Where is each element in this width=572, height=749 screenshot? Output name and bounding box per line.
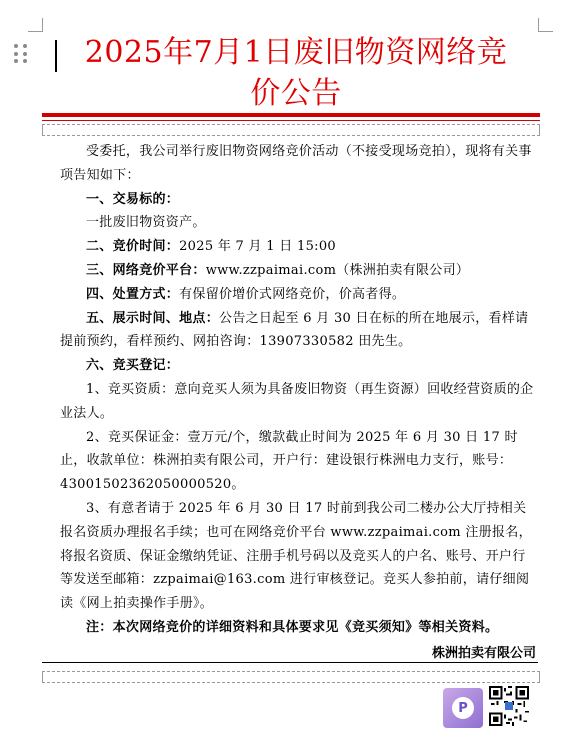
- intro-paragraph: 受委托，我公司举行废旧物资网络竞价活动（不接受现场竞拍），现将有关事项告知如下：: [60, 144, 532, 183]
- crop-mark: [28, 31, 42, 32]
- section-6-item-2: 2、竞买保证金：壹万元/个，缴款截止时间为 2025 年 6 月 30 日 17 时止，收款单位：株洲拍卖有限公司，开户行：建设银行株洲电力支行，账号：43001502362050000520。: [60, 429, 518, 493]
- section-5-heading: 五、展示时间、地点：: [86, 310, 220, 326]
- page-title[interactable]: [46, 32, 546, 114]
- section-3-body: www.zzpaimai.com（株洲拍卖有限公司）: [205, 262, 470, 278]
- title-rule: [42, 113, 540, 117]
- section-1-heading: 一、交易标的：: [86, 191, 180, 207]
- section-1-body: 一批废旧物资资产。: [86, 215, 206, 231]
- notice-body[interactable]: [60, 140, 538, 640]
- header-boundary: [42, 124, 540, 136]
- section-3-heading: 三、网络竞价平台：: [86, 262, 206, 278]
- signature: 株洲拍卖有限公司: [431, 646, 536, 661]
- qr-code-icon: [489, 686, 529, 726]
- section-2-body: 2025 年 7 月 1 日 15:00: [179, 239, 336, 255]
- title-line-2: 价公告: [250, 76, 342, 111]
- title-line-1: 2025年7月1日废旧物资网络竞: [84, 35, 508, 70]
- section-6-heading: 六、竞买登记：: [86, 358, 180, 374]
- section-6-item-1: 1、竞买资质：意向竞买人须为具备废旧物资（再生资源）回收经营资质的企业法人。: [60, 381, 534, 421]
- footer-boundary: [42, 671, 540, 683]
- crop-mark: [42, 18, 43, 32]
- crop-mark: [538, 18, 539, 32]
- section-6-item-3: 3、有意者请于 2025 年 6 月 30 日 17 时前到我公司二楼办公大厅持相关报名资质办理报名手续；也可在网络竞价平台 www.zzpaimai.com 注册报名，将报名资质、保证金缴纳凭证、注册手机号码以及竞买人的户名、账号、开户行等发送至邮箱：zzpaimai@163.com 进行审核登记。竞买人参拍前，请仔细阅读《网上拍卖操作手册》。: [60, 500, 532, 612]
- note-paragraph: 注：本次网络竞价的详细资料和具体要求见《竞买须知》等相关资料。: [86, 619, 499, 635]
- signature-rule: [42, 662, 538, 663]
- p-logo-icon: P: [443, 688, 483, 728]
- section-4-heading: 四、处置方式：: [86, 286, 180, 302]
- section-4-body: 有保留价增价式网络竞价，价高者得。: [179, 286, 406, 302]
- drag-handle-icon[interactable]: [14, 44, 28, 64]
- text-cursor: [55, 40, 57, 72]
- section-2-heading: 二、竞价时间：: [86, 239, 180, 255]
- section-5-body: 公告之日起至 6 月 30 日在标的所在地展示，看样请提前预约，看样预约、网拍咨询：13907330582 田先生。: [60, 310, 529, 350]
- title-rule-thin: [42, 120, 540, 121]
